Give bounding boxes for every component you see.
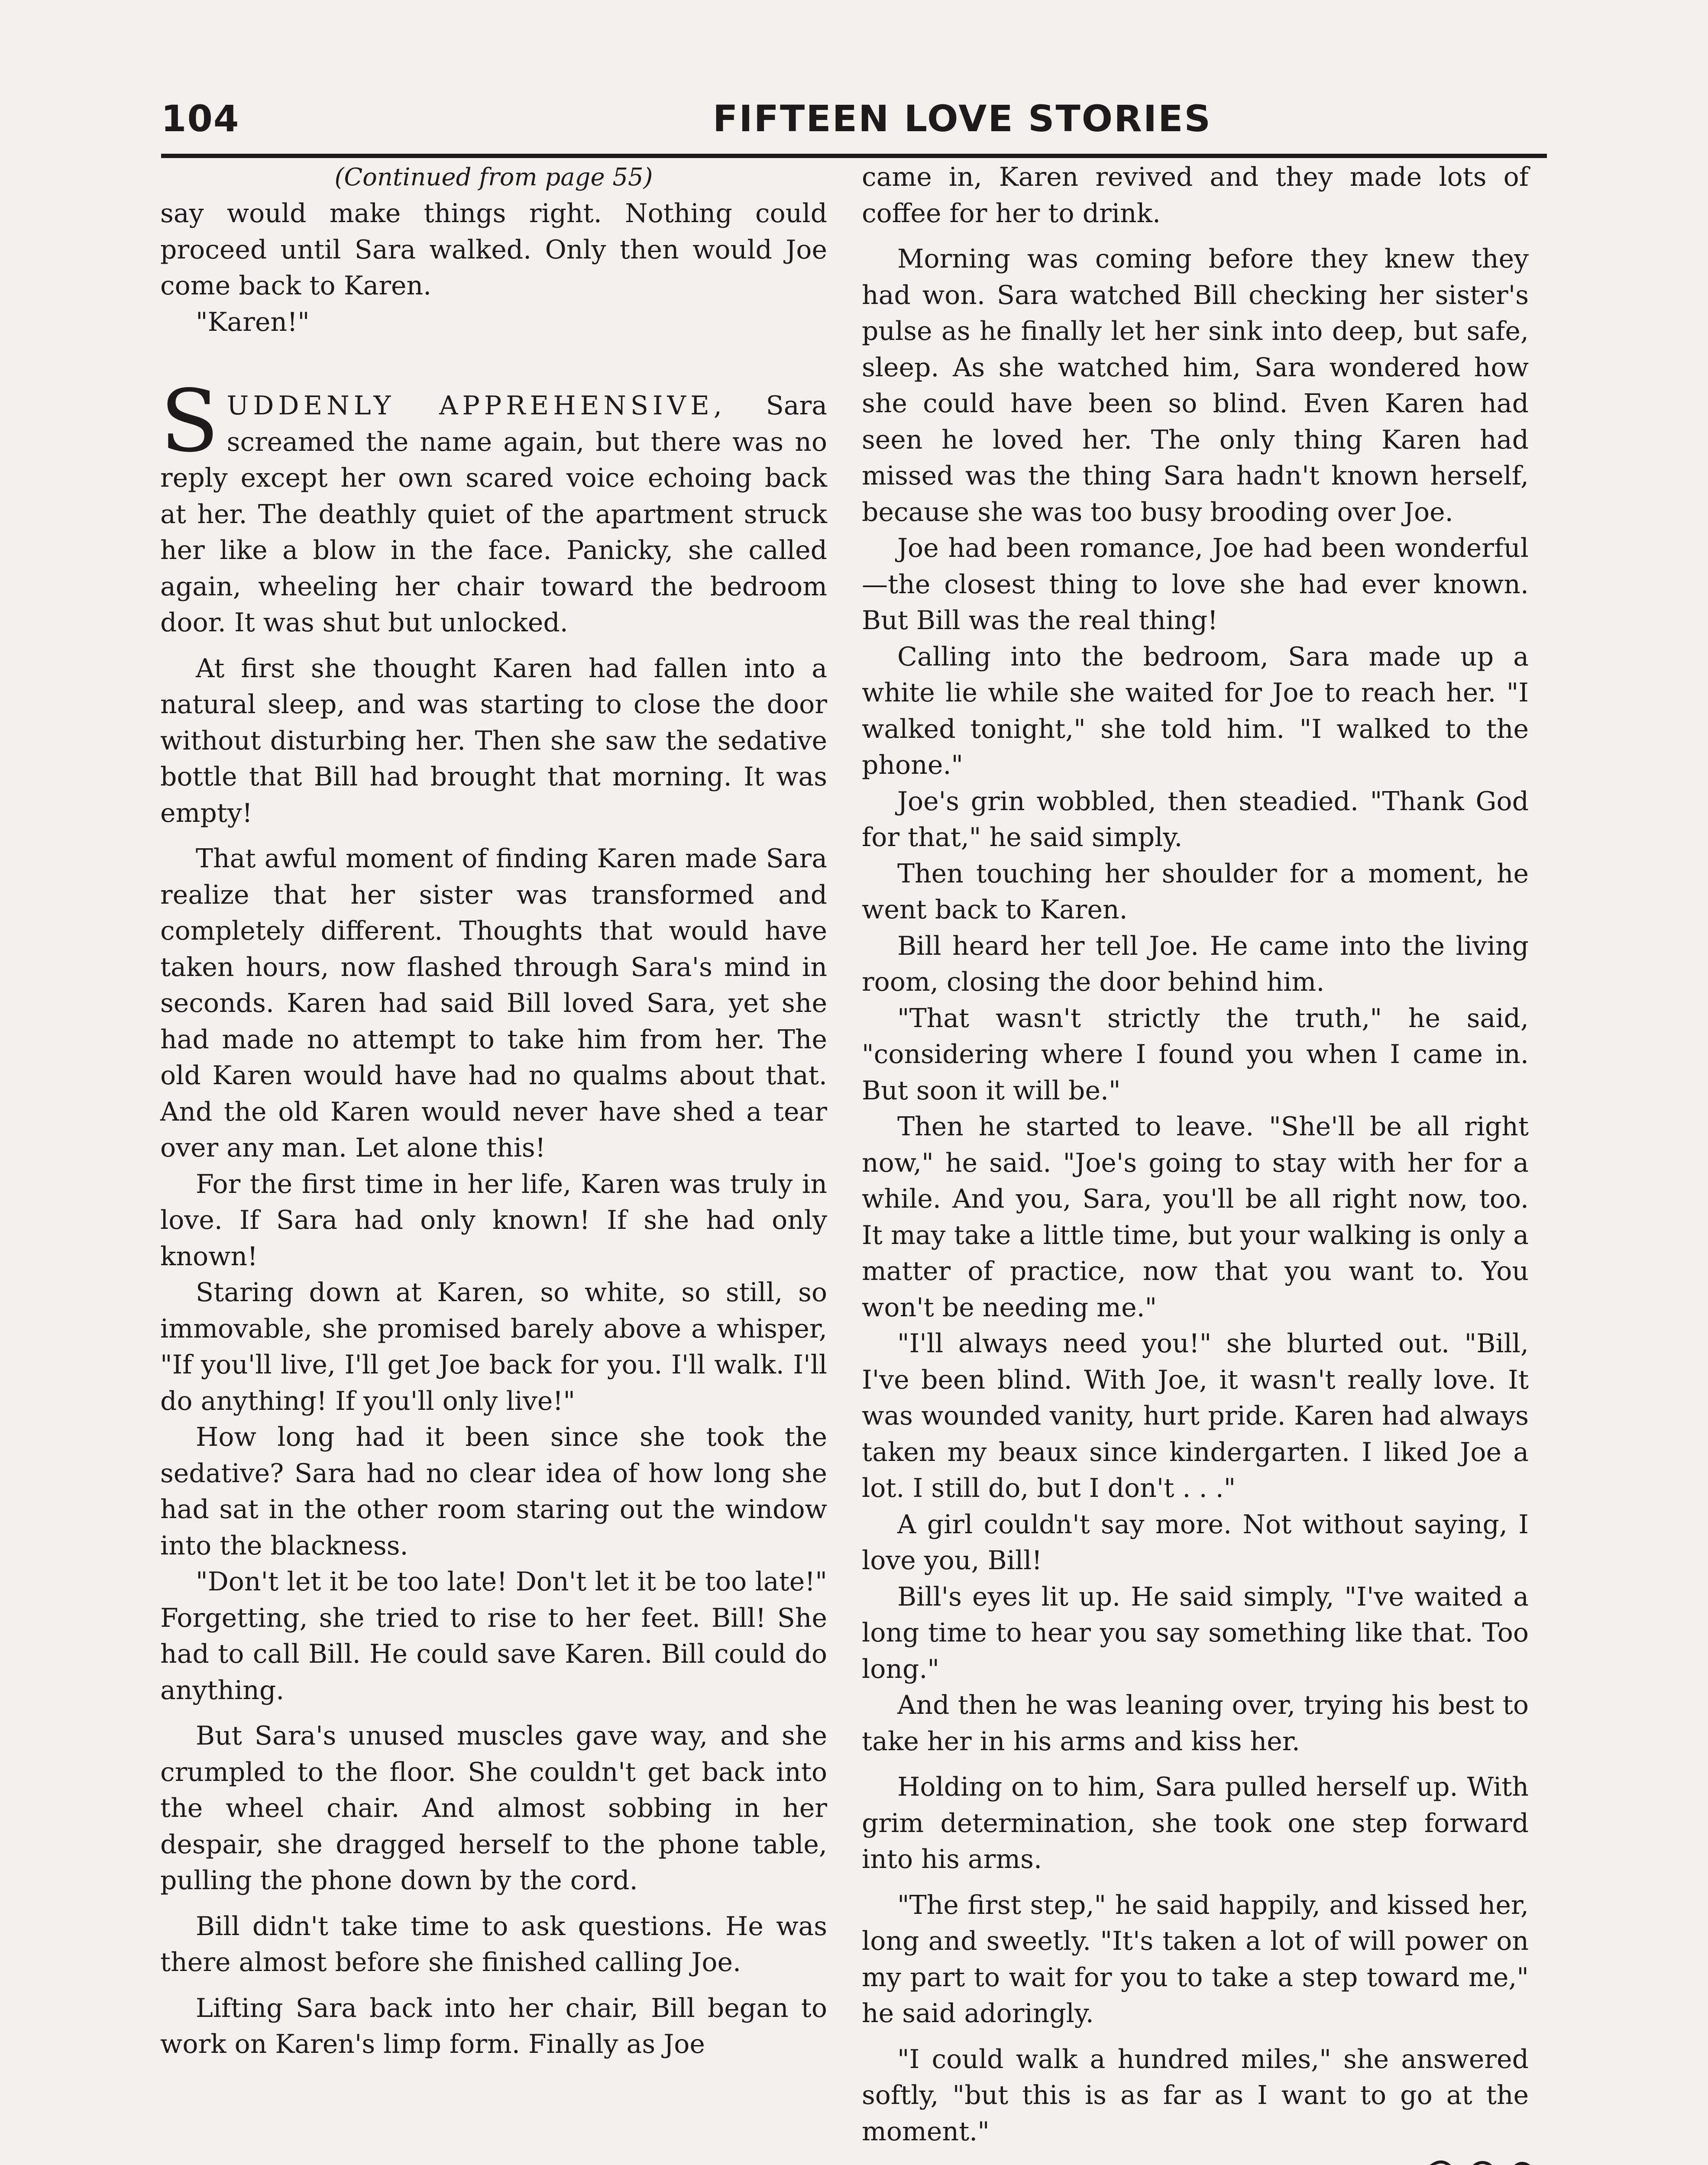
page-header <box>161 89 1547 158</box>
paragraph: Bill heard her tell Joe. He came into the living room, closing the door behind him. <box>862 931 1529 997</box>
paragraph: For the first time in her life, Karen was truly in love. If Sara had only known! If she had only known! <box>160 1169 827 1272</box>
section-opening-paragraph <box>160 371 827 641</box>
paragraph: "That wasn't strictly the truth," he said, "considering where I found you when I came in. But soon it will be." <box>862 1003 1529 1106</box>
paragraph: How long had it been since she took the sedative? Sara had no clear idea of how long she had sat in the other room staring out the window into the blackness. <box>160 1422 827 1561</box>
paragraph: A girl couldn't say more. Not without saying, I love you, Bill! <box>862 1509 1529 1576</box>
paragraph: "I'll always need you!" she blurted out. "Bill, I've been blind. With Joe, it wasn't really love. It was wounded vanity, hurt pride. Karen had always taken my beaux since kindergarten. I liked Joe a lot. I still do, but I don't . . ." <box>862 1328 1529 1503</box>
lead-in-caps: UDDENLY APPREHENSIVE, <box>226 391 726 421</box>
paragraph: Holding on to him, Sara pulled herself up. With grim determination, she took one step forward into his arms. <box>862 1772 1529 1874</box>
paragraph: "Don't let it be too late! Don't let it be too late!" Forgetting, she tried to rise to her feet. Bill! She had to call Bill. He could save Karen. Bill could do anything. <box>160 1567 827 1706</box>
paragraph: "The first step," he said happily, and kissed her, long and sweetly. "It's taken a lot of will power on my part to wait for you to take a step toward me," he said adoringly. <box>862 1890 1529 2029</box>
paragraph: Bill's eyes lit up. He said simply, "I've waited a long time to hear you say something like that. Too long." <box>862 1581 1529 1684</box>
paragraph: Calling into the bedroom, Sara made up a white lie while she waited for Joe to reach her. "I walked tonight," she told him. "I walked to the phone." <box>862 641 1529 780</box>
paragraph: Then touching her shoulder for a moment, he went back to Karen. <box>862 858 1529 925</box>
paragraph: "Karen!" <box>196 307 310 337</box>
paragraph: Morning was coming before they knew they had won. Sara watched Bill checking her sister's pulse as he finally let her sink into deep, but safe, sleep. As she watched him, Sara wondered how she could have been so blind. Even Karen had seen he loved her. The only thing Karen had missed was the thing Sara hadn't known herself, because she was too busy brooding over Joe. <box>862 244 1529 527</box>
paragraph: say would make things right. Nothing could proceed until Sara walked. Only then would Joe come back to Karen. <box>160 198 827 301</box>
paragraph: But Sara's unused muscles gave way, and she crumpled to the floor. She couldn't get back into the wheel chair. And almost sobbing in her despair, she dragged herself to the phone table, pulling the phone down by the cord. <box>160 1721 827 1896</box>
drop-cap: S <box>160 371 219 471</box>
running-title: FIFTEEN LOVE STORIES <box>713 97 1212 140</box>
paragraph: "I could walk a hundred miles," she answered softly, "but this is as far as I want to go at the moment." <box>862 2044 1529 2147</box>
continued-note: (Continued from page 55) <box>334 163 653 191</box>
paragraph: At first she thought Karen had fallen into a natural sleep, and was starting to close the door without disturbing her. Then she saw the sedative bottle that Bill had brought that morning. It was empty! <box>160 653 827 828</box>
right-column <box>862 159 1529 2150</box>
paragraph: came in, Karen revived and they made lots of coffee for her to drink. <box>862 162 1529 229</box>
paragraph: Lifting Sara back into her chair, Bill began to work on Karen's limp form. Finally as Joe <box>160 1993 827 2059</box>
paragraph: Joe had been romance, Joe had been wonderful—the closest thing to love she had ever known. But Bill was the real thing! <box>862 533 1529 636</box>
paragraph: Joe's grin wobbled, then steadied. "Thank God for that," he said simply. <box>862 786 1529 853</box>
section-opening-text: Sara screamed the name again, but there was no reply except her own scared voice echoing back at her. The deathly quiet of the apartment struck her like a blow in the face. Panicky, she called again, wheeling her chair toward the bedroom door. It was shut but unlocked. <box>160 391 827 638</box>
paragraph: That awful moment of finding Karen made Sara realize that her sister was transformed and completely different. Thoughts that would have taken hours, now flashed through Sara's mind in seconds. Karen had said Bill loved Sara, yet she had made no attempt to take him from her. The old Karen would have had no qualms about that. And the old Karen would never have shed a tear over any man. Let alone this! <box>160 843 827 1163</box>
page-number: 104 <box>161 97 240 140</box>
left-column <box>160 159 827 2063</box>
paragraph: And then he was leaning over, trying his best to take her in his arms and kiss her. <box>862 1690 1529 1757</box>
paragraph: Staring down at Karen, so white, so still, so immovable, she promised barely above a whisper, "If you'll live, I'll get Joe back for you. I'll walk. I'll do anything! If you'll only live!" <box>160 1277 827 1416</box>
paragraph: Then he started to leave. "She'll be all right now," he said. "Joe's going to stay with her for a while. And you, Sara, you'll be all right now, too. It may take a little time, but your walking is only a matter of practice, now that you want to. You won't be needing me." <box>862 1112 1529 1323</box>
paragraph: Bill didn't take time to ask questions. He was there almost before she finished calling Joe. <box>160 1911 827 1978</box>
end-flourish-icon <box>1425 2159 1533 2165</box>
